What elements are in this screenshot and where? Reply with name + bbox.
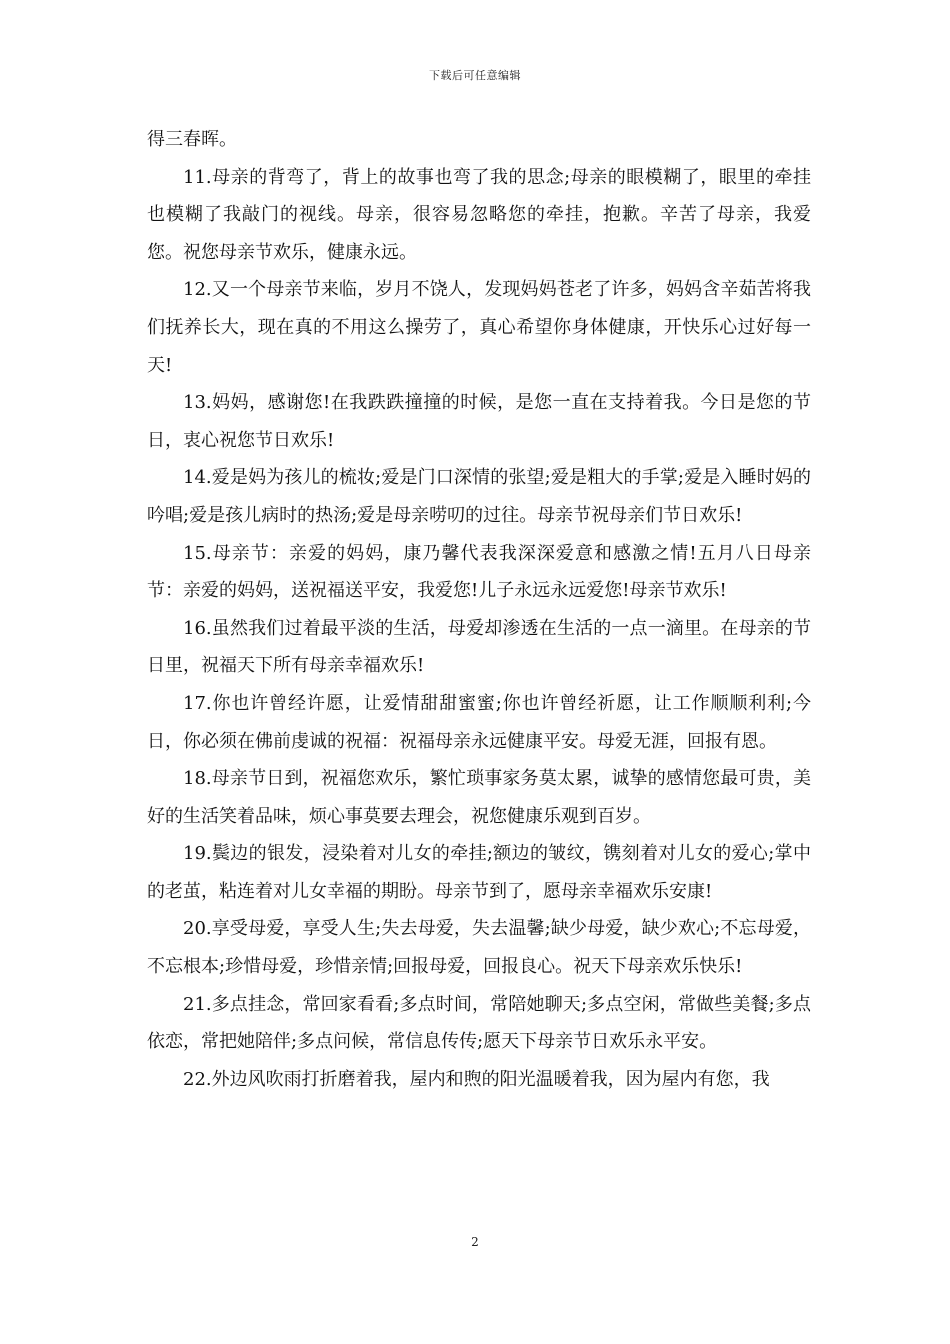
paragraph-item-20: 20.享受母爱，享受人生;失去母爱，失去温馨;缺少母爱，缺少欢心;不忘母爱，不忘根本;珍惜母爱，珍惜亲情;回报母爱，回报良心。祝天下母亲欢乐快乐! — [147, 918, 811, 978]
paragraph-item-11: 11.母亲的背弯了，背上的故事也弯了我的思念;母亲的眼模糊了，眼里的牵挂也模糊了我敲门的视线。母亲，很容易忽略您的牵挂，抱歉。辛苦了母亲，我爱您。祝您母亲节欢乐，健康永远。 — [147, 166, 811, 263]
paragraph-item-21: 21.多点挂念，常回家看看;多点时间，常陪她聊天;多点空闲，常做些美餐;多点依恋，常把她陪伴;多点问候，常信息传传;愿天下母亲节日欢乐永平安。 — [147, 993, 811, 1053]
paragraph-item-16: 16.虽然我们过着最平淡的生活，母爱却渗透在生活的一点一滴里。在母亲的节日里，祝福天下所有母亲幸福欢乐! — [147, 617, 811, 677]
page-header: 下载后可任意编辑 — [429, 69, 521, 82]
page-number: 2 — [471, 1235, 479, 1249]
paragraph-item-13: 13.妈妈，感谢您!在我跌跌撞撞的时候，是您一直在支持着我。今日是您的节日，衷心祝您节日欢乐! — [147, 392, 811, 451]
paragraph-item-15: 15.母亲节：亲爱的妈妈，康乃馨代表我深深爱意和感激之情!五月八日母亲节：亲爱的妈妈，送祝福送平安，我爱您!儿子永远永远爱您!母亲节欢乐! — [147, 542, 811, 602]
document-body — [147, 121, 811, 1098]
paragraph-continuation: 得三春晖。 — [147, 129, 237, 150]
paragraph-item-17: 17.你也许曾经许愿，让爱情甜甜蜜蜜;你也许曾经祈愿，让工作顺顺利利;今日，你必须在佛前虔诚的祝福：祝福母亲永远健康平安。母爱无涯，回报有恩。 — [147, 692, 811, 752]
paragraph-item-18: 18.母亲节日到，祝福您欢乐，繁忙琐事家务莫太累，诚挚的感情您最可贵，美好的生活笑着品味，烦心事莫要去理会，祝您健康乐观到百岁。 — [147, 768, 811, 827]
paragraph-item-19: 19.鬓边的银发，浸染着对儿女的牵挂;额边的皱纹，镌刻着对儿女的爱心;掌中的老茧，粘连着对儿女幸福的期盼。母亲节到了，愿母亲幸福欢乐安康! — [147, 843, 811, 902]
paragraph-item-22: 22.外边风吹雨打折磨着我，屋内和煦的阳光温暖着我，因为屋内有您，我 — [183, 1068, 770, 1090]
paragraph-item-14: 14.爱是妈为孩儿的梳妆;爱是门口深情的张望;爱是粗大的手掌;爱是入睡时妈的吟唱;爱是孩儿病时的热汤;爱是母亲唠叨的过往。母亲节祝母亲们节日欢乐! — [147, 467, 811, 526]
paragraph-item-12: 12.又一个母亲节来临，岁月不饶人，发现妈妈苍老了许多，妈妈含辛茹苦将我们抚养长大，现在真的不用这么操劳了，真心希望你身体健康，开快乐心过好每一天! — [147, 279, 811, 376]
